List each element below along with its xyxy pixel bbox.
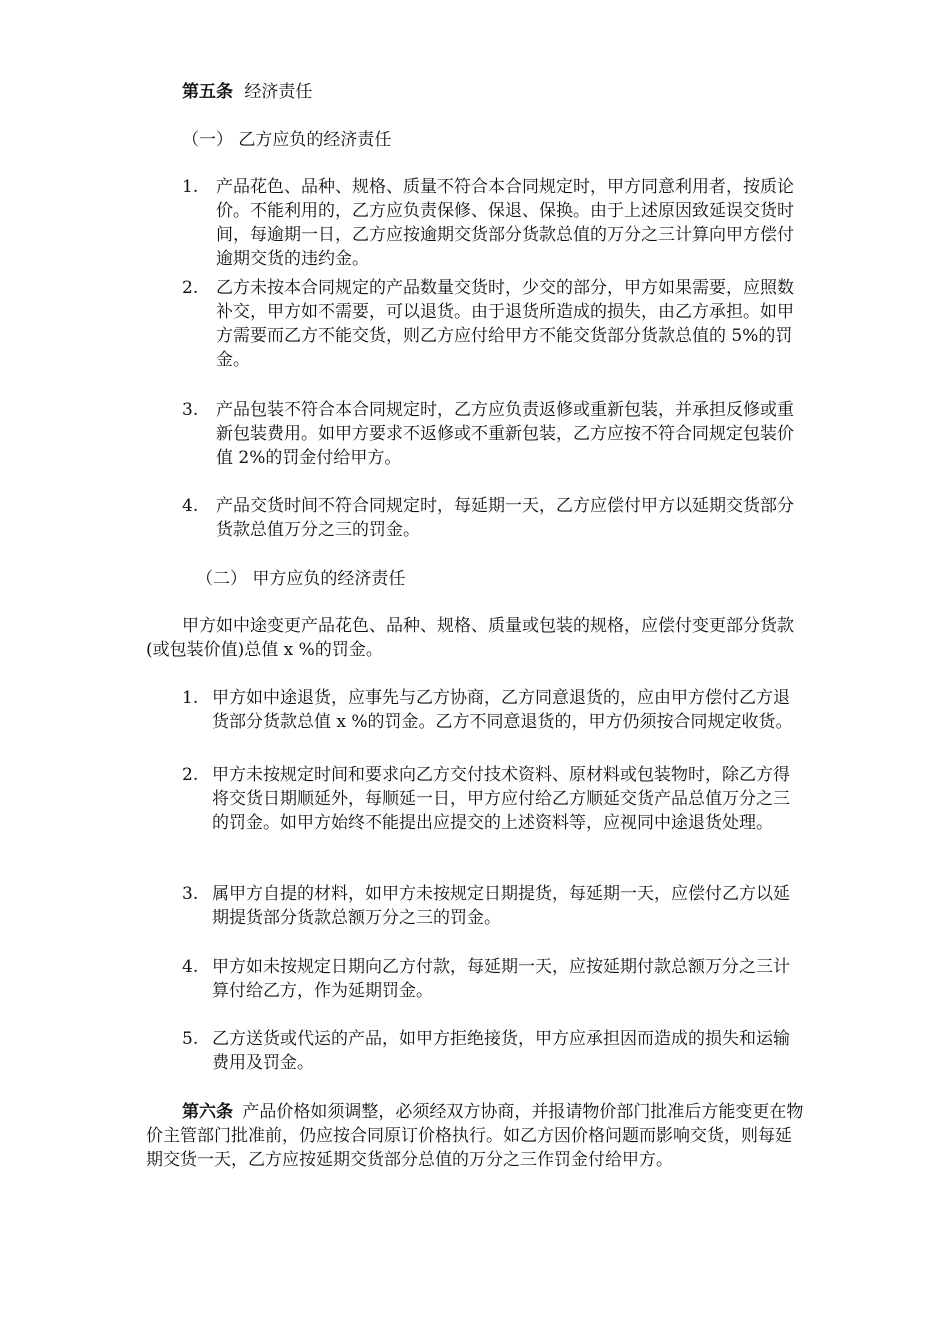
section1-item-1-text: 产品花色、品种、规格、质量不符合本合同规定时，甲方同意利用者，按质论价。不能利用的，乙方应负责保修、保退、保换。由于上述原因致延误交货时间，每逾期一日，乙方应按逾期交货部分货款总值的万分之三计算向甲方偿付逾期交货的违约金。 bbox=[216, 177, 794, 269]
section2-item-3-text: 属甲方自提的材料，如甲方未按规定日期提货，每延期一天，应偿付乙方以延期提货部分货款总额万分之三的罚金。 bbox=[212, 884, 790, 928]
section2-item-3-number: 3. bbox=[182, 884, 199, 904]
section2-item-1-text: 甲方如中途退货，应事先与乙方协商，乙方同意退货的，应由甲方偿付乙方退货部分货款总值 x %的罚金。乙方不同意退货的，甲方仍须按合同规定收货。 bbox=[212, 688, 793, 732]
section2-item-2 bbox=[182, 763, 804, 835]
section2-item-5-text: 乙方送货或代运的产品，如甲方拒绝接货，甲方应承担因而造成的损失和运输费用及罚金。 bbox=[212, 1029, 790, 1073]
section1-heading: （一） 乙方应负的经济责任 bbox=[182, 130, 392, 150]
section2-item-4 bbox=[182, 955, 804, 1003]
article5-heading bbox=[182, 80, 802, 104]
section1-item-3-number: 3. bbox=[182, 400, 199, 420]
section2-item-2-text: 甲方未按规定时间和要求向乙方交付技术资料、原材料或包装物时，除乙方得将交货日期顺延外，每顺延一日，甲方应付给乙方顺延交货产品总值万分之三的罚金。如甲方始终不能提出应提交的上述资料等，应视同中途退货处理。 bbox=[212, 765, 790, 833]
section2-item-2-number: 2. bbox=[182, 765, 199, 785]
article5-title: 经济责任 bbox=[244, 82, 313, 102]
section1-item-4-number: 4. bbox=[182, 496, 199, 516]
section2-item-4-text: 甲方如未按规定日期向乙方付款，每延期一天，应按延期付款总额万分之三计算付给乙方，作为延期罚金。 bbox=[212, 957, 790, 1001]
section1-item-2-number: 2. bbox=[182, 278, 199, 298]
section1-item-1 bbox=[182, 175, 804, 271]
section1-item-3 bbox=[182, 398, 804, 470]
section1-item-4-text: 产品交货时间不符合同规定时，每延期一天，乙方应偿付甲方以延期交货部分货款总值万分之三的罚金。 bbox=[216, 496, 794, 540]
section1-item-4 bbox=[182, 494, 804, 542]
section2-item-4-number: 4. bbox=[182, 957, 199, 977]
section2-intro: 甲方如中途变更产品花色、品种、规格、质量或包装的规格，应偿付变更部分货款(或包装价值)总值 x %的罚金。 bbox=[146, 616, 794, 660]
section1-item-3-text: 产品包装不符合本合同规定时，乙方应负责返修或重新包装，并承担反修或重新包装费用。如甲方要求不返修或不重新包装，乙方应按不符合同规定包装价值 2%的罚金付给甲方。 bbox=[216, 400, 794, 468]
article6-label: 第六条 bbox=[182, 1102, 233, 1122]
section2-item-5-number: 5. bbox=[182, 1029, 199, 1049]
section2-item-3 bbox=[182, 882, 804, 930]
article5-label: 第五条 bbox=[182, 82, 233, 102]
section1-item-2 bbox=[182, 276, 804, 372]
section2-item-1-number: 1. bbox=[182, 688, 199, 708]
section1-item-2-text: 乙方未按本合同规定的产品数量交货时，少交的部分，甲方如果需要，应照数补交，甲方如不需要，可以退货。由于退货所造成的损失，由乙方承担。如甲方需要而乙方不能交货，则乙方应付给甲方不能交货部分货款总值的 5%的罚金。 bbox=[216, 278, 794, 370]
article6-paragraph bbox=[146, 1100, 804, 1172]
section2-item-1 bbox=[182, 686, 804, 734]
section2-item-5 bbox=[182, 1027, 804, 1075]
section2-heading: （二） 甲方应负的经济责任 bbox=[196, 569, 406, 589]
article6-text: 产品价格如须调整，必须经双方协商，并报请物价部门批准后方能变更在物价主管部门批准前，仍应按合同原订价格执行。如乙方因价格问题而影响交货，则每延期交货一天，乙方应按延期交货部分总值的万分之三作罚金付给甲方。 bbox=[146, 1102, 804, 1170]
section1-item-1-number: 1. bbox=[182, 177, 199, 197]
